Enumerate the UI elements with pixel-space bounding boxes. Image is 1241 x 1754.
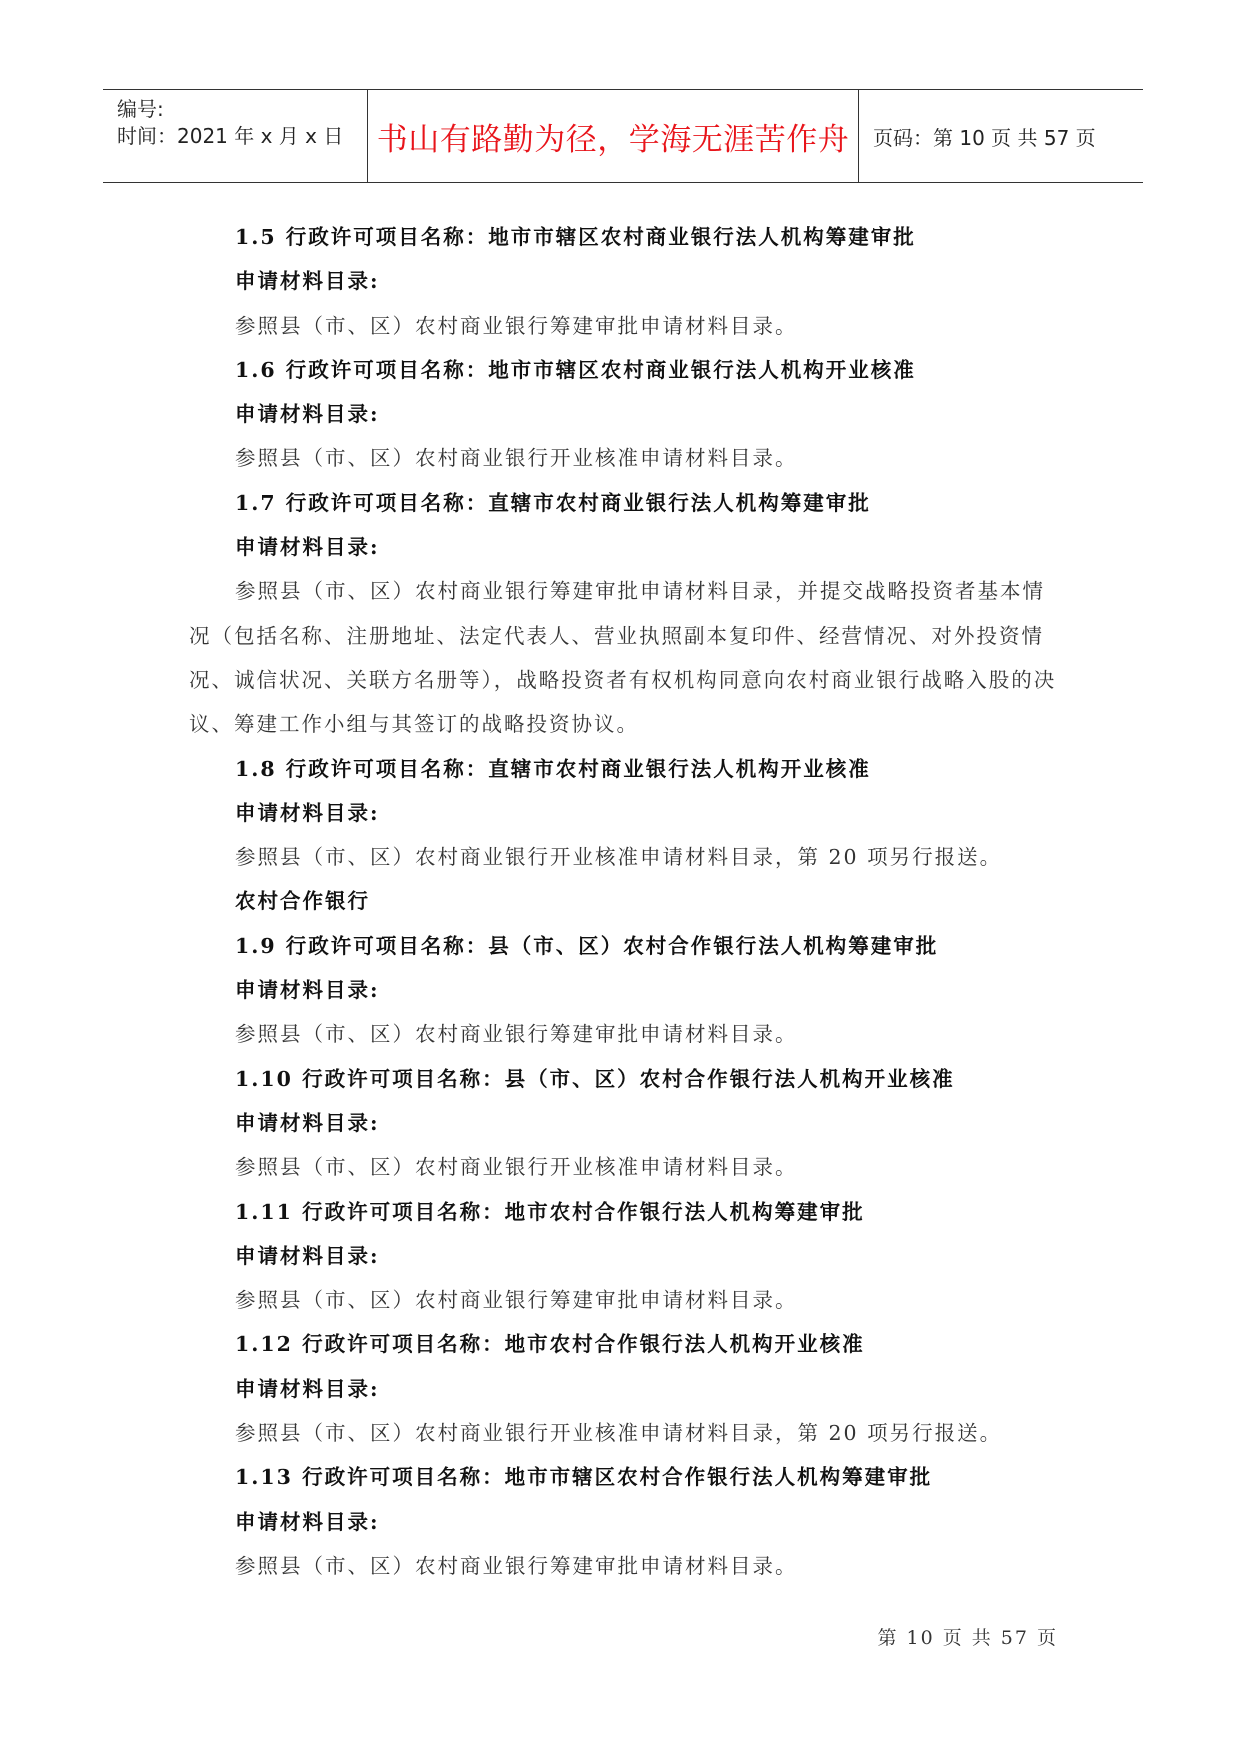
header-motto: 书山有路勤为径，学海无涯苦作舟 — [368, 90, 859, 182]
item-title-1-6: 1.6 行政许可项目名称：地市市辖区农村商业银行法人机构开业核准 — [235, 357, 916, 382]
doc-number-label: 编号: — [117, 97, 164, 121]
item-title-1-8: 1.8 行政许可项目名称：直辖市农村商业银行法人机构开业核准 — [235, 756, 871, 781]
paragraph: 参照县（市、区）农村商业银行开业核准申请材料目录，第 20 项另行报送。 — [235, 1421, 1003, 1446]
materials-heading: 申请材料目录: — [235, 269, 380, 294]
header-page-label: 页码：第 10 页 共 57 页 — [873, 125, 1096, 150]
document-body — [189, 215, 1067, 1588]
paragraph-continuation: 议、筹建工作小组与其签订的战略投资协议。 — [189, 712, 639, 737]
section-heading: 农村合作银行 — [235, 889, 370, 914]
materials-heading: 申请材料目录: — [235, 978, 380, 1003]
materials-heading: 申请材料目录: — [235, 1376, 380, 1401]
item-title-1-5: 1.5 行政许可项目名称：地市市辖区农村商业银行法人机构筹建审批 — [235, 225, 916, 249]
page-header — [103, 89, 1143, 183]
paragraph: 参照县（市、区）农村商业银行筹建审批申请材料目录。 — [235, 1022, 798, 1047]
materials-heading: 申请材料目录: — [235, 800, 380, 825]
item-title-1-7: 1.7 行政许可项目名称：直辖市农村商业银行法人机构筹建审批 — [235, 490, 871, 515]
paragraph: 参照县（市、区）农村商业银行开业核准申请材料目录。 — [235, 1155, 798, 1180]
materials-heading: 申请材料目录: — [235, 402, 380, 427]
paragraph-continuation: 况（包括名称、注册地址、法定代表人、营业执照副本复印件、经营情况、对外投资情 — [189, 623, 1044, 648]
item-title-1-13: 1.13 行政许可项目名称：地市市辖区农村合作银行法人机构筹建审批 — [235, 1465, 933, 1490]
item-title-1-11: 1.11 行政许可项目名称：地市农村合作银行法人机构筹建审批 — [235, 1199, 865, 1224]
item-title-1-9: 1.9 行政许可项目名称：县（市、区）农村合作银行法人机构筹建审批 — [235, 933, 939, 958]
item-title-1-10: 1.10 行政许可项目名称：县（市、区）农村合作银行法人机构开业核准 — [235, 1066, 955, 1091]
doc-time-label: 时间：2021 年 x 月 x 日 — [117, 124, 344, 148]
paragraph: 参照县（市、区）农村商业银行开业核准申请材料目录。 — [235, 446, 798, 471]
paragraph: 参照县（市、区）农村商业银行筹建审批申请材料目录。 — [235, 1288, 798, 1313]
materials-heading: 申请材料目录: — [235, 1243, 380, 1268]
page-footer: 第 10 页 共 57 页 — [877, 1627, 1058, 1649]
paragraph: 参照县（市、区）农村商业银行开业核准申请材料目录，第 20 项另行报送。 — [235, 845, 1003, 870]
paragraph: 参照县（市、区）农村商业银行筹建审批申请材料目录。 — [235, 1553, 798, 1578]
materials-heading: 申请材料目录: — [235, 1509, 380, 1534]
materials-heading: 申请材料目录: — [235, 1110, 380, 1135]
item-title-1-12: 1.12 行政许可项目名称：地市农村合作银行法人机构开业核准 — [235, 1332, 865, 1357]
header-meta — [103, 90, 368, 182]
materials-heading: 申请材料目录: — [235, 535, 380, 560]
paragraph: 参照县（市、区）农村商业银行筹建审批申请材料目录，并提交战略投资者基本情 — [235, 579, 1045, 604]
paragraph-continuation: 况、诚信状况、关联方名册等），战略投资者有权机构同意向农村商业银行战略入股的决 — [189, 667, 1057, 692]
paragraph: 参照县（市、区）农村商业银行筹建审批申请材料目录。 — [235, 313, 798, 338]
